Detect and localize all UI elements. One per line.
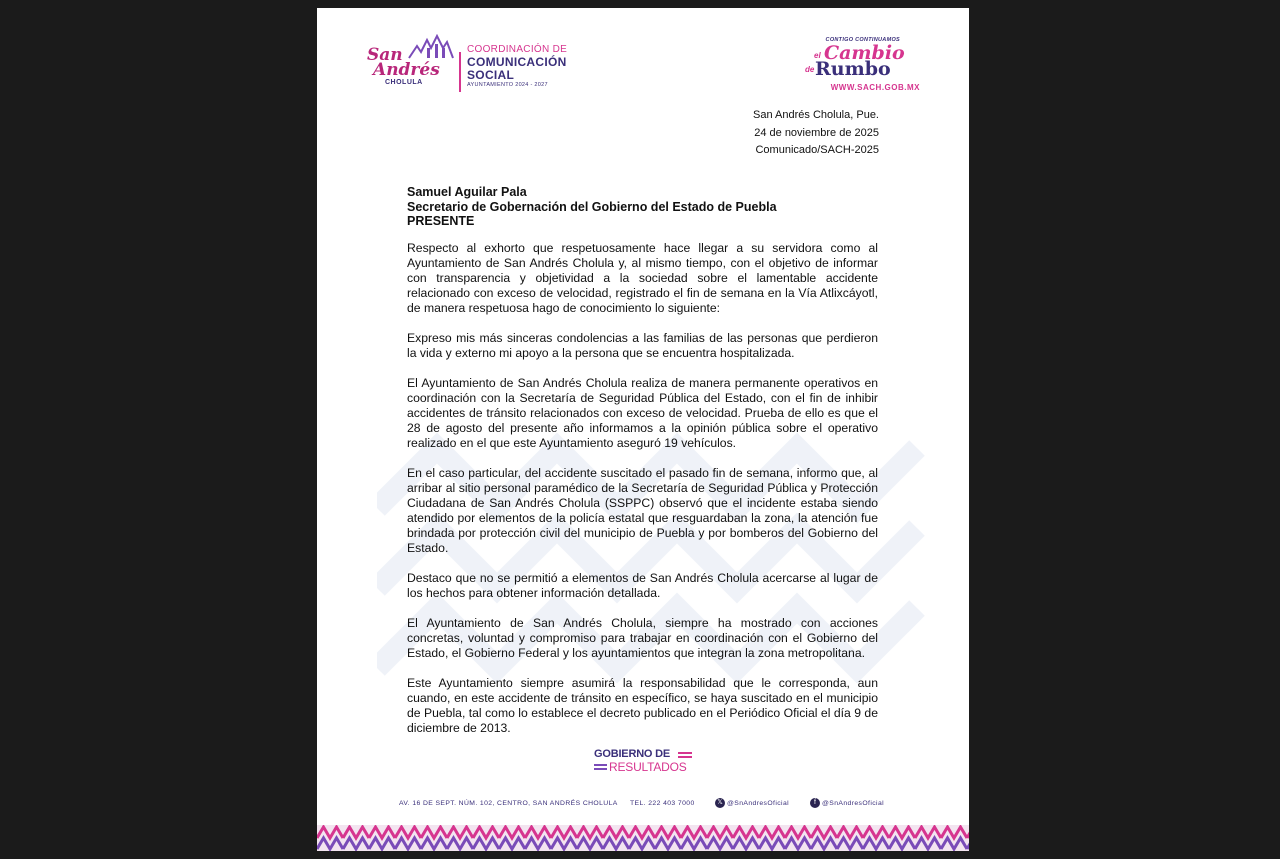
addressee-title: Secretario de Gobernación del Gobierno del Estado de Puebla [407,199,777,214]
campaign-word-de: de [805,65,815,74]
paragraph: Este Ayuntamiento siempre asumirá la responsabilidad que le corresponda, aun cuando, en este accidente de tránsito en específico, se haya suscitado en el municipio de Puebla, tal como lo establece el decreto publicado en el Periódico Oficial el día 9 de diciembre de 2013. [407,676,878,735]
logo-divider [459,52,461,92]
campaign-logo [797,34,927,96]
website-link[interactable]: WWW.SACH.GOB.MX [830,83,920,92]
document-page [317,8,969,851]
gobierno-resultados-logo [594,746,694,776]
facebook-social-link[interactable] [810,798,884,808]
addressee-present: PRESENTE [407,214,475,228]
coord-line3: SOCIAL [467,68,515,82]
x-icon: 𝕏 [715,798,725,808]
x-social-link[interactable] [715,798,789,808]
footer-address: AV. 16 DE SEPT. NÚM. 102, CENTRO, SAN ANDRÉS CHOLULA [399,800,618,807]
paragraph: Respecto al exhorto que respetuosamente hace llegar a su servidora como al Ayuntamiento de San Andrés Cholula y, al mismo tiempo, con el objetivo de informar con transparencia y objetividad a la sociedad sobre el lamentable accidente relacionado con exceso de velocidad, registrado el fin de semana en la Vía Atlixcáyotl, de manera respetuosa hago de conocimiento lo siguiente: [407,241,878,315]
addressee-name: Samuel Aguilar Pala [407,185,527,199]
coord-line2: COMUNICACIÓN [467,55,567,69]
paragraph: Expreso mis más sinceras condolencias a las familias de las personas que perdieron la vida y externo mi apoyo a la persona que se encuentra hospitalizada. [407,331,878,360]
letter-body [407,241,878,751]
stripes-icon [594,764,607,772]
paragraph: Destaco que no se permitió a elementos de San Andrés Cholula acercarse al lugar de los hechos para obtener información detallada. [407,571,878,600]
brand-line2: Andrés [373,60,440,80]
meta-place: San Andrés Cholula, Pue. [753,109,879,121]
paragraph: El Ayuntamiento de San Andrés Cholula, siempre ha mostrado con acciones concretas, voluntad y compromiso para trabajar en coordinación con el Gobierno del Estado, el Gobierno Federal y los ayuntamientos que integran la zona metropolitana. [407,616,878,660]
meta-reference: Comunicado/SACH-2025 [755,144,879,156]
campaign-word-rumbo: Rumbo [815,58,891,80]
paragraph: El Ayuntamiento de San Andrés Cholula realiza de manera permanente operativos en coordinación con la Secretaría de Seguridad Pública del Estado, con el fin de inhibir accidentes de tránsito relacionados con exceso de velocidad. Prueba de ello es que el 28 de agosto del presente año informamos a la opinión pública sobre el operativo realizado en el que este Ayuntamiento aseguró 19 vehículos. [407,376,878,450]
brand-line1: San [367,45,403,65]
brand-line3: CHOLULA [385,79,423,86]
fb-handle: @SnAndresOficial [822,799,885,807]
campaign-word-el: el [814,51,821,60]
addressee-block [407,185,777,229]
campaign-tagline: CONTIGO CONTINUAMOS [825,37,900,43]
coord-period: AYUNTAMIENTO 2024 - 2027 [467,82,548,88]
x-handle: @SnAndresOficial [727,799,790,807]
municipality-logo [367,34,577,94]
campaign-word-cambio: Cambio [824,42,905,64]
letter-meta [753,107,879,160]
coord-line1: COORDINACIÓN DE [467,44,568,55]
footer-phone: TEL. 222 403 7000 [630,800,695,807]
signoff-line1: GOBIERNO DE [594,748,671,760]
meta-date: 24 de noviembre de 2025 [754,126,879,139]
paragraph: En el caso particular, del accidente suscitado el pasado fin de semana, informo que, al arribar al sitio personal paramédico de la Secretaría de Seguridad Pública y Protección Ciudadana de San Andrés Cholula (SSPPC) observó que el incidente estaba siendo atendido por elementos de la policía estatal que resguardaban la zona, la atención fue brindada por protección civil del municipio de Puebla y por bomberos del Gobierno del Estado. [407,466,878,555]
brand-name [367,45,440,80]
facebook-icon: f [810,798,820,808]
stripes-icon [678,752,692,760]
decorative-pattern-stripe [317,825,969,851]
signoff-line2: RESULTADOS [609,760,687,774]
